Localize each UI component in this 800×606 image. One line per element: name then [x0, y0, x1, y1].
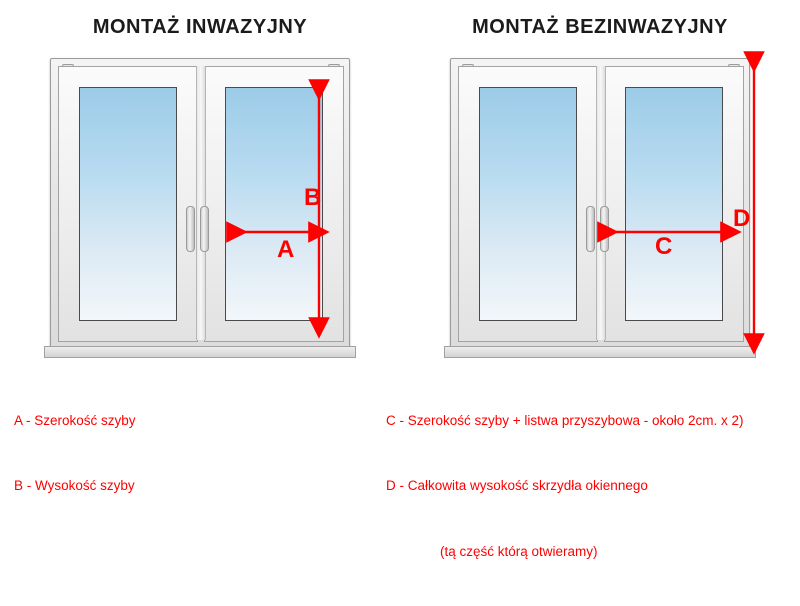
glass-pane-left — [479, 87, 577, 321]
window-handle-icon — [200, 206, 209, 252]
legend-invasive — [14, 366, 136, 541]
dimension-label-b: B — [304, 184, 322, 211]
dimension-label-c: C — [655, 233, 673, 260]
window-sash-left — [58, 66, 198, 342]
window-sash-right — [204, 66, 344, 342]
dimension-label-d: D — [733, 205, 751, 232]
legend-item-c: C - Szerokość szyby + listwa przyszybowa - około 2cm. x 2) — [386, 412, 744, 428]
panel-noninvasive-mount — [386, 0, 800, 559]
glass-pane-left — [79, 87, 177, 321]
panel-title-invasive: MONTAŻ INWAZYJNY — [92, 16, 308, 38]
glass-pane-right — [625, 87, 723, 321]
legend-item-b: B - Wysokość szyby — [14, 478, 135, 494]
window-illustration-noninvasive — [450, 58, 750, 348]
panel-title-noninvasive: MONTAŻ BEZINWAZYJNY — [472, 16, 728, 38]
window-sash-left — [458, 66, 598, 342]
window-handle-icon — [586, 206, 595, 252]
window-mullion — [196, 66, 206, 340]
window-sash-right — [604, 66, 744, 342]
window-mullion — [596, 66, 606, 340]
window-sill — [44, 346, 356, 358]
window-handle-icon — [600, 206, 609, 252]
dimension-label-a: A — [277, 236, 295, 263]
panel-invasive-mount — [0, 0, 400, 494]
legend-noninvasive — [386, 366, 743, 606]
legend-item-d-note: (tą część którą otwieramy) — [440, 543, 598, 559]
window-sill — [444, 346, 756, 358]
window-handle-icon — [186, 206, 195, 252]
legend-item-d: D - Całkowita wysokość skrzydła okiennego — [386, 478, 648, 494]
legend-item-a: A - Szerokość szyby — [14, 412, 136, 428]
